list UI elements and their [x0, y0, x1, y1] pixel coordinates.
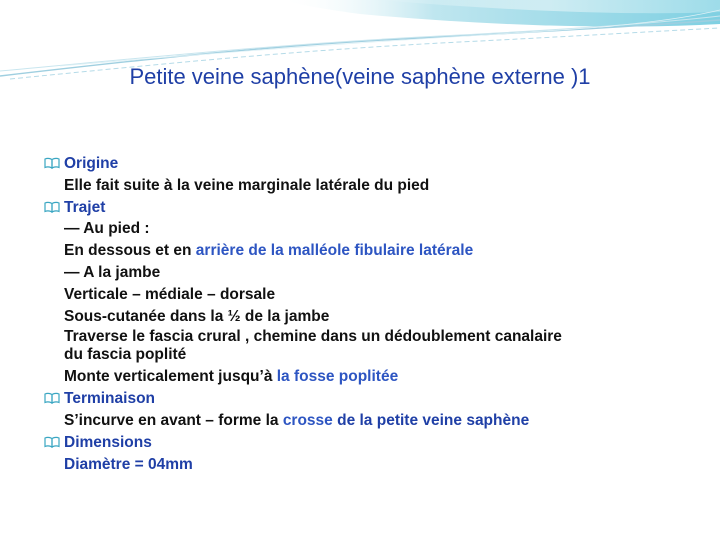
slide-content: [44, 153, 694, 475]
origine-line: Elle fait suite à la veine marginale latérale du pied: [64, 176, 430, 194]
trajet-verticale: Verticale – médiale – dorsale: [64, 285, 276, 303]
trajet-traverse-line2: du fascia poplité: [64, 346, 187, 364]
section-dimensions: [44, 432, 694, 454]
section-heading-dimensions: Dimensions: [64, 433, 152, 451]
trajet-jambe: — A la jambe: [64, 263, 161, 281]
dimensions-diametre: Diamètre = 04mm: [64, 455, 193, 473]
trajet-monte-highlight: la fosse poplitée: [276, 368, 399, 386]
trajet-dessous: [44, 240, 694, 262]
terminaison-line: [44, 410, 694, 432]
slide-title: Petite veine saphène(veine saphène externe )1: [129, 64, 591, 89]
section-trajet: [44, 197, 694, 219]
book-icon: [44, 388, 64, 404]
terminaison-highlight-crosse: crosse: [282, 411, 333, 429]
section-heading-trajet: Trajet: [64, 198, 106, 216]
trajet-traverse: [44, 327, 694, 362]
section-heading-origine: Origine: [64, 155, 119, 172]
terminaison-text: S’incurve en avant – forme la: [64, 411, 283, 429]
book-icon: [44, 153, 64, 169]
trajet-dessous-highlight: arrière de la malléole fibulaire latérale: [195, 242, 474, 260]
section-origine: [44, 153, 694, 175]
trajet-monte: [44, 366, 694, 388]
book-icon: [44, 432, 64, 448]
trajet-traverse-line1: Traverse le fascia crural , chemine dans un dédoublement canalaire: [64, 328, 562, 346]
terminaison-text-end: de la petite veine saphène: [332, 411, 530, 429]
section-terminaison: [44, 388, 694, 410]
trajet-dessous-text: En dessous et en: [64, 242, 196, 260]
book-icon: [44, 197, 64, 213]
section-heading-terminaison: Terminaison: [64, 390, 156, 408]
trajet-monte-text: Monte verticalement jusqu’à: [64, 368, 277, 386]
trajet-sous-cutanee: Sous-cutanée dans la ½ de la jambe: [64, 307, 330, 325]
trajet-au-pied: — Au pied :: [64, 220, 150, 238]
